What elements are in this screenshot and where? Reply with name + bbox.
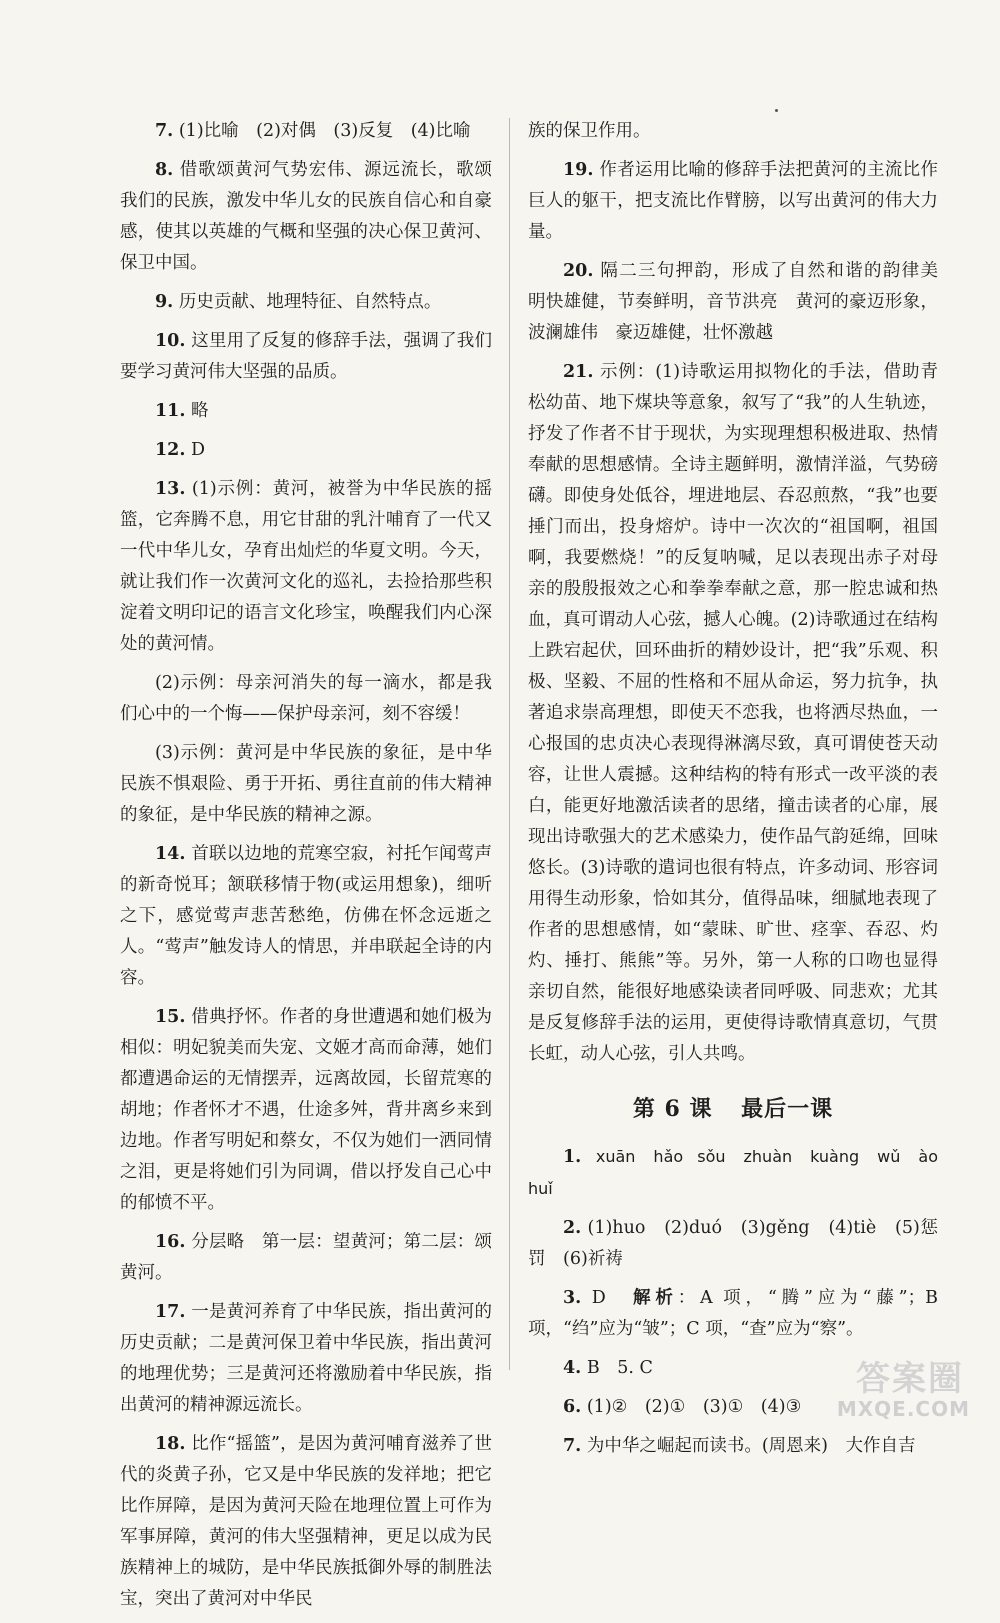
answer-item [528, 1213, 938, 1275]
answer-item [120, 155, 492, 279]
answer-item [120, 116, 492, 147]
answer-number: 1. [563, 1147, 582, 1167]
answer-number: 7. [563, 1436, 582, 1456]
pinyin-word: hǎo sǒu [653, 1147, 726, 1166]
answer-text: (1)② (2)① (3)① (4)③ [586, 1397, 802, 1417]
answer-number: 17. [155, 1302, 186, 1322]
answer-number: 21. [563, 362, 594, 382]
answer-number: 19. [563, 160, 594, 180]
answer-number: 16. [155, 1232, 186, 1252]
answer-text: (2)示例：母亲河消失的每一滴水，都是我们心中的一个悔——保护母亲河，刻不容缓！ [120, 673, 492, 724]
answer-number: 9. [155, 292, 174, 312]
answer-item [120, 326, 492, 388]
pinyin-word: kuàng [810, 1147, 860, 1166]
pinyin-word: ào huǐ [528, 1147, 938, 1198]
answer-item [528, 1141, 938, 1205]
right-column [528, 116, 956, 1470]
right-column-answers [528, 116, 956, 1070]
answer-number: 15. [155, 1007, 186, 1027]
answer-number: 10. [155, 331, 186, 351]
answer-item [528, 1431, 938, 1462]
answer-item [528, 357, 938, 1070]
answer-item [120, 738, 492, 831]
column-divider [509, 118, 510, 1370]
answer-text: D [191, 440, 206, 460]
print-speck [775, 109, 778, 112]
answer-text: 比作“摇篮”，是因为黄河哺育滋养了世代的炎黄子孙，它又是中华民族的发祥地；把它比作屏障，是因为黄河天险在地理位置上可作为军事屏障，黄河的伟大坚强精神，更足以成为民族精神上的城防，是中华民族抵御外辱的制胜法宝，突出了黄河对中华民 [120, 1434, 492, 1609]
answer-item [528, 256, 956, 349]
answer-text: 借歌颂黄河气势宏伟、源远流长，歌颂我们的民族，激发中华儿女的民族自信心和自豪感，使其以英雄的气概和坚强的决心保卫黄河、保卫中国。 [120, 160, 492, 273]
answer-number: 8. [155, 160, 174, 180]
lesson-heading [528, 1092, 938, 1123]
left-column [120, 116, 492, 1623]
pinyin-answers [528, 1147, 938, 1198]
answer-text: 首联以边地的荒寒空寂，衬托乍闻莺声的新奇悦耳；颔联移情于物(或运用想象)，细听之下，感觉莺声悲苦愁绝，仿佛在怀念远逝之人。“莺声”触发诗人的情思，并串联起全诗的内容。 [120, 844, 492, 988]
pinyin-word: xuān [595, 1147, 636, 1166]
answer-text: 略 [191, 401, 209, 421]
analysis-label: 解析 [632, 1288, 678, 1308]
answer-number: 11. [155, 401, 186, 421]
answer-text: 这里用了反复的修辞手法，强调了我们要学习黄河伟大坚强的品质。 [120, 331, 492, 382]
answer-text: (1)huo (2)duó (3)gěng (4)tiè (5)惩罚 (6)祈祷 [528, 1218, 938, 1269]
answer-text: 族的保卫作用。 [528, 121, 651, 141]
watermark-logo-text: 答案圈 [856, 1359, 964, 1399]
answer-number: 14. [155, 844, 186, 864]
answer-text: 历史贡献、地理特征、自然特点。 [178, 292, 442, 312]
analysis-text: ：A 项，“腾”应为“藤”；B 项，“绉”应为“皱”；C 项，“查”应为“察”。 [528, 1288, 938, 1339]
answer-item [120, 1429, 492, 1615]
answer-text: 一是黄河养育了中华民族，指出黄河的历史贡献；二是黄河保卫着中华民族，指出黄河的地理优势；三是黄河还将激励着中华民族，指出黄河的精神源远流长。 [120, 1302, 492, 1415]
answer-number: 4. [563, 1358, 582, 1378]
answer-text: 借典抒怀。作者的身世遭遇和她们极为相似：明妃貌美而失宠、文姬才高而命薄，她们都遭遇命运的无情摆弄，远离故园，长留荒寒的胡地；作者怀才不遇，仕途多舛，背井离乡来到边地。作者写明妃和蔡女，不仅为她们一洒同情之泪，更是将她们引为同调，借以抒发自己心中的郁愤不平。 [120, 1007, 492, 1213]
answer-text: (3)示例：黄河是中华民族的象征，是中华民族不惧艰险、勇于开拓、勇往直前的伟大精神的象征，是中华民族的精神之源。 [120, 743, 492, 825]
answer-number: 20. [563, 261, 594, 281]
answer-item [120, 1297, 492, 1421]
answer-text: 为中华之崛起而读书。(周恩来) 大作自吉 [586, 1436, 916, 1456]
answer-number: 12. [155, 440, 186, 460]
lesson-title: 最后一课 [741, 1096, 834, 1122]
watermark-url: MXQE.COM [836, 1397, 970, 1421]
answer-number: 3. [563, 1288, 582, 1308]
answer-number: 7. [155, 121, 174, 141]
lesson-number: 第 6 课 [632, 1096, 713, 1122]
answer-text: 分层略 第一层：望黄河；第二层：颂黄河。 [120, 1232, 492, 1283]
answer-item [528, 1283, 938, 1345]
answer-item [120, 474, 492, 660]
answer-item [120, 839, 492, 994]
answer-number: 13. [155, 479, 186, 499]
answer-number: 18. [155, 1434, 186, 1454]
answer-number: 2. [563, 1218, 582, 1238]
answer-text: 示例：(1)诗歌运用拟物化的手法，借助青松幼苗、地下煤块等意象，叙写了“我”的人生轨迹，抒发了作者不甘于现状，为实现理想积极进取、热情奉献的思想感情。全诗主题鲜明，激情洋溢，气势磅礴。即使身处低谷，埋进地层、吞忍煎熬，“我”也要捶门而出，投身熔炉。诗中一次次的“祖国啊，祖国啊，我要燃烧！”的反复呐喊，足以表现出赤子对母亲的殷殷报效之心和拳拳奉献之意，那一腔忠诚和热血，真可谓动人心弦，撼人心魄。(2)诗歌通过在结构上跌宕起伏，回环曲折的精妙设计，把“我”乐观、积极、坚毅、不屈的性格和不屈从命运，努力抗争，执著追求崇高理想，即使天不恋我，也将洒尽热血，一心报国的忠贞决心表现得淋漓尽致，真可谓使苍天动容，让世人震撼。这种结构的特有形式一改平淡的表白，能更好地激活读者的思绪，撞击读者的心扉，展现出诗歌强大的艺术感染力，使作品气韵延绵，回味悠长。(3)诗歌的遣词也很有特点，许多动词、形容词用得生动形象，恰如其分，值得品味，细腻地表现了作者的思想感情，如“蒙昧、旷世、痉挛、吞忍、灼灼、捶打、熊熊”等。另外，第一人称的口吻也显得亲切自然，能很好地感染读者同呼吸、同悲欢；尤其是反复修辞手法的运用，更使得诗歌情真意切，气贯长虹，动人心弦，引人共鸣。 [528, 362, 938, 1064]
answer-text: B 5. C [586, 1358, 653, 1378]
answer-item [120, 1002, 492, 1219]
answer-item [528, 116, 938, 147]
answer-item [120, 396, 492, 427]
answer-item [120, 435, 492, 466]
pinyin-word: wǔ [877, 1147, 901, 1166]
pinyin-word: zhuàn [743, 1147, 793, 1166]
answer-item [528, 155, 938, 248]
answer-item [120, 287, 492, 318]
answer-item [120, 1227, 492, 1289]
answer-text: 隔二三句押韵，形成了自然和谐的韵律美 明快雄健，节奏鲜明，音节洪亮 黄河的豪迈形象，波澜雄伟 豪迈雄健，壮怀激越 [528, 261, 956, 343]
answer-item [120, 668, 492, 730]
answer-text: (1)比喻 (2)对偶 (3)反复 (4)比喻 [178, 121, 471, 141]
answer-text: 作者运用比喻的修辞手法把黄河的主流比作巨人的躯干，把支流比作臂膀，以写出黄河的伟大力量。 [528, 160, 938, 242]
answer-number: 6. [563, 1397, 582, 1417]
answer-text: (1)示例：黄河，被誉为中华民族的摇篮，它奔腾不息，用它甘甜的乳汁哺育了一代又一代中华儿女，孕育出灿烂的华夏文明。今天，就让我们作一次黄河文化的巡礼，去捡拾那些积淀着文明印记的语言文化珍宝，唤醒我们内心深处的黄河情。 [120, 479, 492, 654]
lesson-answers [528, 1213, 938, 1462]
answer-text: D [591, 1288, 633, 1308]
site-watermark [780, 1351, 970, 1421]
